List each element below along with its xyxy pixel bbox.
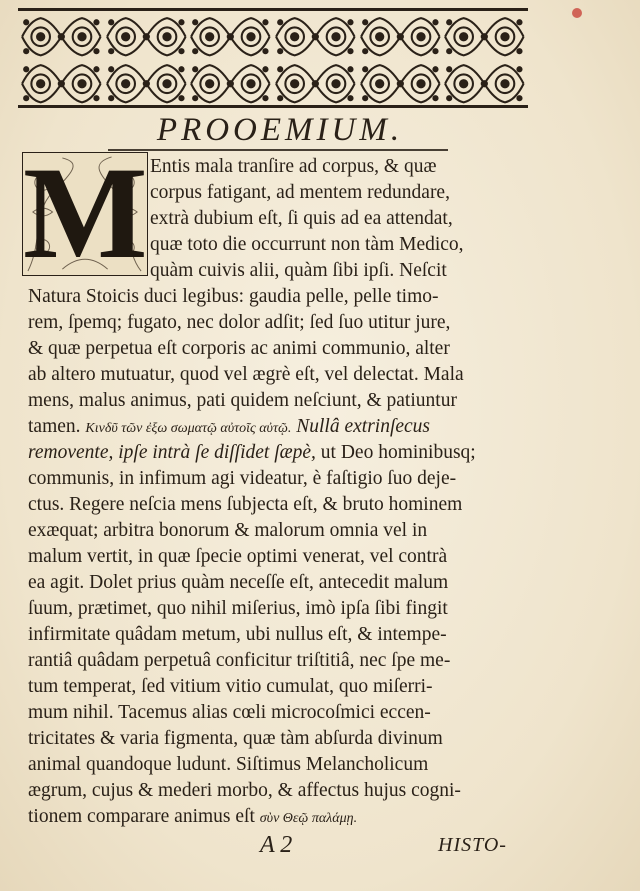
header-ornament-band (18, 8, 528, 108)
text-line: Entis mala tranſire ad corpus, & quæ (150, 156, 437, 177)
ornament-tile (359, 61, 442, 106)
greek-phrase: σὺν Θεῷ παλάμῃ. (259, 811, 358, 826)
text-line-mixed (28, 804, 358, 830)
text-line: animal quandoque ludunt. Siſtimus Melancholicum (28, 754, 429, 775)
ornament-tile (105, 61, 188, 106)
text-line: ctus. Regere neſcia mens ſubjecta eſt, & bruto hominem (28, 494, 463, 515)
text-line: ſuum, prætimet, quo nihil miſerius, imò ipſa ſibi fingit (28, 598, 448, 619)
text-line: quæ toto die occurrunt non tàm Medico, (150, 234, 464, 255)
ornament-tile (274, 61, 357, 106)
text-line: communis, in infimum agi videatur, è faſtigio ſuo deje- (28, 468, 457, 489)
text-line: exæquat; arbitra bonorum & malorum omnia vel in (28, 520, 428, 541)
text-line: corpus fatigant, ad mentem redundare, (150, 182, 450, 203)
text-line: Natura Stoicis duci legibus: gaudia pelle, pelle timo- (28, 286, 439, 307)
greek-phrase: Κινδῦ τῶν ἐξω σωματῷ αὐτοῖς αὐτῷ. (85, 421, 292, 436)
text-line: ea agit. Dolet prius quàm neceſſe eſt, antecedit malum (28, 572, 449, 593)
text-line: rantiâ quâdam perpetuâ conficitur triſtitiâ, nec ſpe me- (28, 650, 451, 671)
text-fragment: ut Deo hominibusq; (320, 442, 476, 463)
text-line: malum vertit, in quæ ſpecie optimi venerat, vel contrà (28, 546, 448, 567)
title-rule (108, 149, 448, 151)
text-line: tricitates & varia figmenta, quæ tàm abſurda divinum (28, 728, 443, 749)
ornament-tile (443, 61, 526, 106)
text-line: rem, ſpemq; fugato, nec dolor adſit; ſed ſuo utitur jure, (28, 312, 451, 333)
text-fragment: tionem comparare animus eſt (28, 806, 255, 827)
ornament-tile (189, 14, 272, 59)
text-line: ægrum, cujus & mederi morbo, & affectus hujus cogni- (28, 780, 461, 801)
text-fragment: tamen. (28, 416, 81, 437)
text-line: infirmitate quâdam metum, ubi nullus eſt, & intempe- (28, 624, 447, 645)
signature-mark: A 2 (260, 832, 293, 858)
ornament-tile (359, 14, 442, 59)
ornament-tile (443, 14, 526, 59)
ink-spot (572, 8, 582, 18)
text-line: quàm cuivis alii, quàm ſibi ipſi. Neſcit (150, 260, 447, 281)
text-line: mens, malus animus, pati quidem neſciunt, & patiuntur (28, 390, 457, 411)
italic-phrase: Nullâ extrinſecus (296, 416, 431, 437)
italic-phrase: removente, ipſe intrà ſe diſſidet ſæpè, (28, 442, 316, 463)
text-line: extrà dubium eſt, ſi quis ad ea attendat, (150, 208, 453, 229)
ornament-tile (189, 61, 272, 106)
ornament-tile (20, 14, 103, 59)
ornament-tile (105, 14, 188, 59)
text-line: & quæ perpetua eſt corporis ac animi communio, alter (28, 338, 450, 359)
ornament-tile (20, 61, 103, 106)
text-line-mixed (28, 440, 533, 466)
text-line: mum nihil. Tacemus alias cœli microcoſmici eccen- (28, 702, 431, 723)
text-line: ab altero mutuatur, quod vel ægrè eſt, vel delectat. Mala (28, 364, 464, 385)
page-title: PROOEMIUM. (156, 112, 404, 148)
catchword: HISTO- (438, 834, 507, 856)
decorated-initial (22, 139, 148, 286)
initial-letter-m: M (23, 139, 148, 286)
text-line: tum temperat, ſed vitium vitio cumulat, quo miſerri- (28, 676, 433, 697)
ornament-tile (274, 14, 357, 59)
text-line-mixed (28, 414, 533, 440)
